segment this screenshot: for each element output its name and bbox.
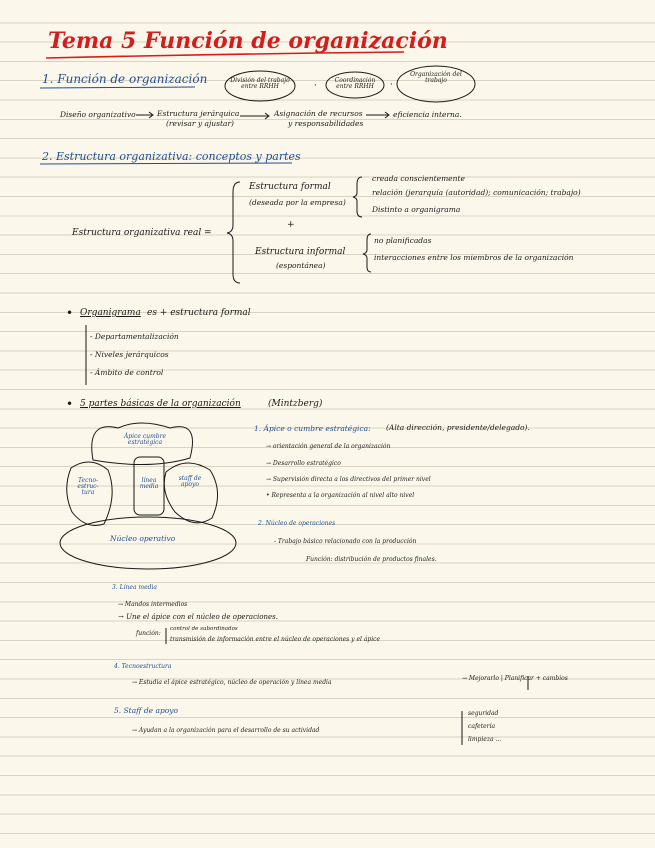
diagram-tecno-label: Tecno-estruc-tura	[77, 477, 99, 496]
formal-brace	[353, 177, 362, 217]
oval1-text: División del trabajo entre RRHH	[230, 77, 290, 90]
staff-shape	[164, 463, 217, 523]
org-item-3: - Ámbito de control	[90, 368, 164, 377]
s1-heading: 1. Función de organización	[42, 72, 208, 86]
p1-item-2: → Desarrollo estratégico	[266, 460, 341, 467]
nucleo-shape	[60, 517, 236, 569]
s2-heading: 2. Estructura organizativa: conceptos y partes	[42, 150, 301, 163]
informal-item-2: interacciones entre los miembros de la organización	[374, 253, 574, 262]
p1-item-1: → orientación general de la organización	[266, 443, 391, 450]
p4-item: → Estudia el ápice estratégico, núcleo de operación y línea media	[132, 679, 332, 686]
plus-sign: +	[287, 220, 295, 230]
p1-heading: 1. Ápice o cumbre estratégica:	[254, 424, 371, 433]
estructura-real: Estructura organizativa real =	[72, 228, 212, 238]
p5-item: → Ayudan a la organización para el desarrollo de su actividad	[132, 727, 320, 734]
formal-item-1: creada conscientemente	[372, 174, 465, 183]
formal-title: Estructura formal	[249, 182, 331, 192]
informal-brace	[363, 234, 371, 272]
partes-label: 5 partes básicas de la organización	[80, 399, 241, 409]
flow-step-1: Diseño organizativo	[60, 110, 136, 119]
informal-item-1: no planificadas	[374, 236, 432, 245]
p5-list-1: seguridad	[468, 710, 499, 717]
p1-note: (Alta dirección, presidente/delegado).	[386, 423, 530, 432]
diagram-linea-label: línea media	[139, 477, 159, 490]
s2-heading-underline	[40, 163, 292, 164]
p3-item-1: → Mandos intermedios	[118, 601, 188, 608]
bullet-dot-2: •	[66, 397, 74, 411]
flow-step-2a: Estructura jerárquica	[157, 109, 240, 118]
flow-step-2b: (revisar y ajustar)	[166, 119, 234, 128]
p3-heading: 3. Línea media	[112, 584, 158, 591]
org-item-2: - Niveles jerárquicos	[90, 350, 169, 359]
p3-func-1: control de subordinados	[170, 626, 238, 632]
diagram-apex-label: Ápice cumbre estratégica	[123, 433, 167, 446]
flow-step-3a: Asignación de recursos	[274, 109, 363, 118]
s1-heading-underline	[40, 87, 195, 88]
diagram-staff-label: staff de apoyo	[178, 475, 202, 488]
org-item-1: - Departamentalización	[90, 332, 179, 341]
p5-list-2: cafetería	[468, 723, 496, 730]
svg-text:·: ·	[390, 80, 393, 90]
p4-heading: 4. Tecnoestructura	[114, 663, 172, 670]
formal-subtitle: (deseada por la empresa)	[249, 198, 346, 207]
p4-tail: → Mejorarlo | Planificar + cambios	[462, 675, 568, 682]
svg-text:·: ·	[314, 81, 317, 91]
bullet-dot: •	[66, 306, 74, 320]
p1-item-3: → Supervisión directa a los directivos del primer nivel	[266, 476, 431, 483]
organigrama-desc: es + estructura formal	[147, 308, 251, 318]
big-brace	[227, 182, 240, 283]
mintzberg-label: (Mintzberg)	[268, 399, 323, 409]
p2-funcion: Función: distribución de productos finales.	[306, 556, 437, 563]
informal-title: Estructura informal	[255, 247, 346, 257]
p1-item-4: • Representa a la organización al nivel alto nivel	[266, 492, 415, 499]
p3-item-2: → Une el ápice con el núcleo de operaciones.	[118, 613, 278, 621]
p5-heading: 5. Staff de apoyo	[114, 706, 179, 715]
p2-heading: 2. Núcleo de operaciones	[258, 520, 336, 527]
informal-subtitle: (espontánea)	[276, 261, 326, 270]
formal-item-2: relación (jerarquía (autoridad); comunicación; trabajo)	[372, 188, 581, 197]
page-title: Tema 5 Función de organización	[48, 28, 448, 54]
oval2-text: Coordinación entre RRHH	[334, 77, 376, 90]
flow-step-4: eficiencia interna.	[393, 110, 462, 119]
p3-func-label: función:	[136, 630, 161, 637]
organigrama-label: Organigrama	[80, 308, 141, 318]
diagram-nucleo-label: Núcleo operativo	[110, 534, 176, 543]
p5-list-3: limpieza ...	[468, 736, 502, 743]
formal-item-3: Distinto a organigrama	[372, 205, 461, 214]
p3-func-2: transmisión de información entre el núcleo de operaciones y el ápice	[170, 636, 381, 643]
oval3-text: Organización del trabajo	[410, 71, 462, 84]
p2-item: - Trabajo básico relacionado con la producción	[274, 538, 417, 545]
flow-step-3b: y responsabilidades	[288, 119, 364, 128]
